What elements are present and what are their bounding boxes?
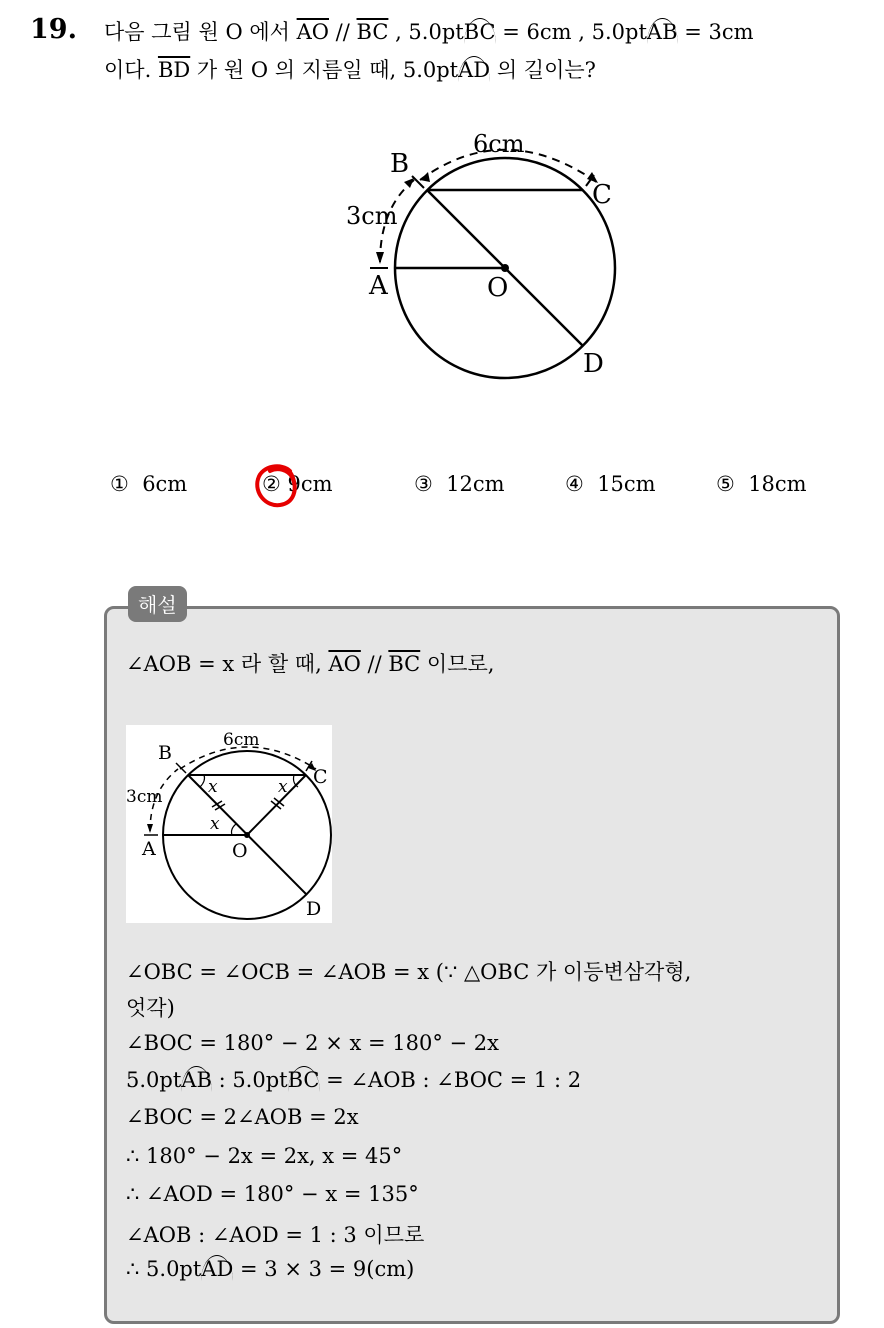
solution-line-3: 엇각) [126, 996, 175, 1020]
question-text-line1 [104, 16, 754, 46]
choice-1[interactable] [110, 472, 187, 496]
choice-mark: ③ [414, 472, 433, 496]
label-x: x [278, 777, 288, 797]
choice-3[interactable] [414, 472, 505, 496]
text: = 6cm , 5.0pt [495, 20, 647, 44]
choice-text: 15cm [597, 472, 656, 496]
solution-line-2: ∠OBC = ∠OCB = ∠AOB = x (∵ △OBC 가 이등변삼각형, [126, 960, 692, 984]
choice-mark: ⑤ [716, 472, 735, 496]
choice-mark: ② [262, 472, 281, 496]
circle-diagram [340, 128, 640, 388]
question-number: 19. [30, 14, 77, 45]
arc-bc: BC [287, 1068, 320, 1092]
label-a: A [369, 271, 388, 301]
text: , 5.0pt [388, 20, 464, 44]
label-c: C [313, 766, 328, 788]
solution-line-5 [126, 1068, 581, 1092]
solution-line-8: ∴ ∠AOD = 180° − x = 135° [126, 1182, 419, 1206]
arc-bc: BC [463, 20, 496, 44]
text: = 3cm [677, 20, 754, 44]
segment-bc: $\overline{BC}$ [388, 652, 421, 676]
choice-mark: ① [110, 472, 129, 496]
choice-text: 12cm [446, 472, 505, 496]
choice-list [0, 472, 884, 512]
choice-text: 9cm [287, 472, 333, 496]
text: 의 길이는? [490, 58, 596, 82]
text: ∴ 5.0pt [126, 1257, 202, 1281]
arrow-head [404, 178, 414, 188]
label-3cm: 3cm [346, 202, 398, 230]
segment-bd: $\overline{BD}$ [157, 58, 191, 82]
text: 5.0pt [126, 1068, 182, 1092]
choice-text: 18cm [748, 472, 807, 496]
label-3cm: 3cm [126, 787, 163, 807]
answer-circle-mark [252, 461, 302, 511]
text: 가 원 O 의 지름일 때, 5.0pt [190, 58, 459, 82]
segment-ao: $\overline{AO}$ [328, 652, 361, 676]
arc-ab: AB [646, 20, 678, 44]
label-6cm: 6cm [473, 130, 525, 158]
arrow-head [376, 252, 384, 264]
center-point [244, 832, 250, 838]
text: ∠AOB = x 라 할 때, [126, 652, 329, 676]
choice-text: 6cm [142, 472, 188, 496]
text: : 5.0pt [211, 1068, 288, 1092]
label-x: x [208, 777, 218, 797]
choice-mark: ④ [565, 472, 584, 496]
arc-ad: AD [201, 1257, 234, 1281]
solution-line-4: ∠BOC = 180° − 2 × x = 180° − 2x [126, 1031, 500, 1055]
question-text-line2 [104, 54, 596, 84]
solution-tag: 해설 [128, 586, 187, 622]
parallel-sign: // [329, 20, 357, 44]
solution-line-10 [126, 1257, 414, 1281]
label-x: x [210, 814, 220, 834]
label-c: C [592, 180, 612, 210]
text: = ∠AOB : ∠BOC = 1 : 2 [319, 1068, 582, 1092]
choice-5[interactable] [716, 472, 807, 496]
label-6cm: 6cm [223, 730, 260, 750]
label-d: D [583, 349, 604, 379]
arrow-head [420, 172, 430, 182]
label-b: B [158, 742, 172, 764]
segment-ao: $\overline{AO}$ [296, 20, 329, 44]
segment-bc: $\overline{BC}$ [356, 20, 389, 44]
solution-line-1 [126, 648, 494, 678]
label-b: B [390, 149, 410, 179]
label-o: O [487, 273, 509, 303]
solution-line-6: ∠BOC = 2∠AOB = 2x [126, 1105, 359, 1129]
solution-line-9: ∠AOB : ∠AOD = 1 : 3 이므로 [126, 1223, 425, 1247]
label-o: O [232, 840, 248, 862]
arc-ab: AB [181, 1068, 212, 1092]
choice-4[interactable] [565, 472, 656, 496]
label-d: D [306, 898, 322, 920]
text: 이므로, [420, 652, 495, 676]
center-point [501, 264, 509, 272]
label-a: A [142, 838, 156, 860]
solution-diagram [126, 725, 332, 923]
text: 다음 그림 원 O 에서 [104, 20, 297, 44]
solution-line-7: ∴ 180° − 2x = 2x, x = 45° [126, 1144, 403, 1168]
arc-ad: AD [458, 58, 491, 82]
text: = 3 × 3 = 9(cm) [233, 1257, 415, 1281]
text: 이다. [104, 58, 158, 82]
parallel-sign: // [360, 652, 389, 676]
